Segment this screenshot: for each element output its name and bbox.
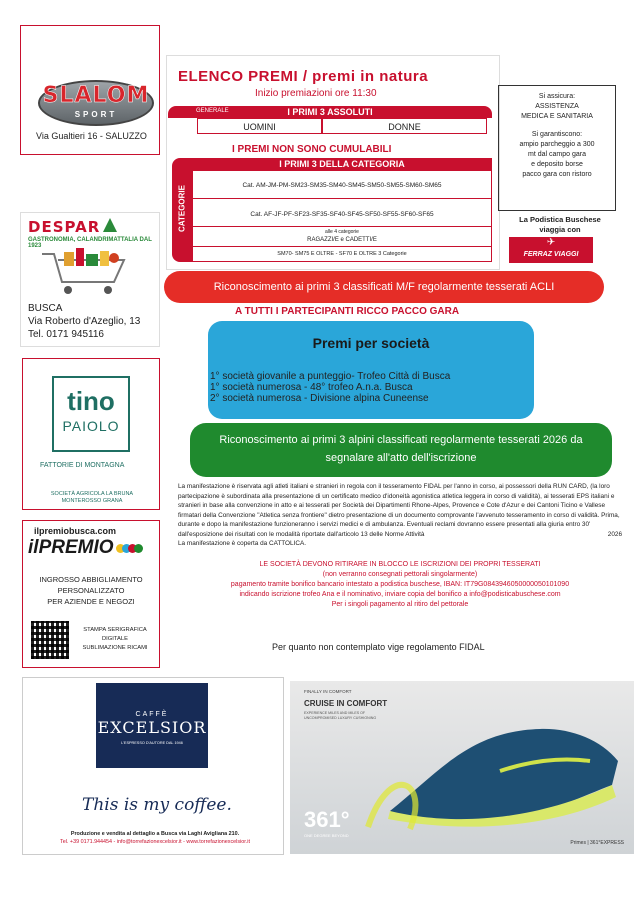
cat-divider-1 bbox=[192, 198, 492, 199]
cat-divider-2 bbox=[192, 226, 492, 227]
generale-header: GENERALE I PRIMI 3 ASSOLUTI bbox=[168, 106, 492, 118]
cat-divider-3 bbox=[192, 246, 492, 247]
shoe-footer: Primes | 361°EXPRESS bbox=[570, 840, 624, 846]
tino-logo: tino PAIOLO bbox=[52, 376, 130, 452]
slalom-logo: SLALOM SPORT bbox=[38, 80, 154, 126]
cat-row-female: Cat. AF-JF-PF-SF23-SF35-SF40-SF45-SF50-SF55-SF60-SF65 bbox=[250, 211, 434, 218]
qr-code-icon bbox=[31, 621, 69, 659]
acli-banner: Riconoscimento ai primi 3 classificati M/F regolarmente tesserati ACLI bbox=[164, 271, 604, 303]
cat-row-senior: SM70- SM75 E OLTRE - SF70 E OLTRE 3 Categorie bbox=[277, 251, 407, 257]
shoe-title: CRUISE IN COMFORT bbox=[304, 699, 388, 708]
page-title: ELENCO PREMI / premi in natura bbox=[178, 68, 429, 85]
tino-tag: FATTORIE DI MONTAGNA bbox=[40, 462, 125, 469]
slalom-address: Via Gualtieri 16 - SALUZZO bbox=[36, 131, 147, 141]
note-cumulabili: I PREMI NON SONO CUMULABILI bbox=[232, 144, 392, 155]
regolamento-text: La manifestazione è riservata agli atleti italiani e stranieri in regola con il tesseramento FIDAL per l'anno in corso, ai possessori della RUN CARD, (la loro partecipazione è subordinata alla presentazione di un certificato medico d'idoneità agonistica atletica leggera in corso di validità), ai tesserati EPS italiani e stranieri in base alla convenzione in atto e ai tesserati per Società dei Dipartimenti Rhone-Alpes, Provence e Cote d'Azur e dei Cantoni Ticino e Vallese firmatari della Convenzione "Atletica senza frontiere" dietro presentazione di un documento comprovante l'avvenuto tesseramento in corso di validità. Prima, durante e dopo la manifestazione funzioneranno i servizi medici e di ambulanza. Eventuali reclami dovranno essere presentati alla giuria entro 30' dall'esposizione dei risultati con le modalità riportate dall'articolo 13 delle Norme Attività 2026 La manifestazione è coperta da CATTOLICA. bbox=[178, 483, 622, 547]
excelsior-contacts: Produzione e vendita al dettaglio a Busca via Laghi Avigliana 210. Tel. +39 0171.944454 - info@torrefazionexcelsior.it - www.torrefazionexcelsior.it bbox=[60, 831, 250, 845]
alpini-banner: Riconoscimento ai primi 3 alpini classificati regolarmente tesserati 2026 da segnalare all'atto dell'iscrizione bbox=[190, 423, 612, 477]
brand-361: 361° ONE DEGREE BEYOND bbox=[304, 807, 350, 838]
shoe-kicker: FINALLY IN COMFORT bbox=[304, 689, 352, 694]
fidal-note: Per quanto non contemplato vige regolamento FIDAL bbox=[272, 642, 485, 652]
ferraz-logo: ✈ FERRAZ VIAGGI bbox=[509, 237, 593, 263]
tree-icon bbox=[103, 218, 117, 232]
cat-row-male: Cat. AM-JM-PM-SM23-SM35-SM40-SM45-SM50-SM55-SM60-SM65 bbox=[242, 182, 442, 189]
premi-societa-box: Premi per società 1° società giovanile a punteggio- Trofeo Città di Busca 1° società numerosa - 48° trofeo A.n.a. Busca 2° società numerosa - Divisione alpina Cuneense bbox=[208, 321, 534, 419]
page-subtitle: Inizio premiazioni ore 11:30 bbox=[255, 88, 377, 99]
tino-society: SOCIETÀ AGRICOLA LA BRUNA MONTEROSSO GRANA bbox=[50, 491, 134, 504]
premio-services: INGROSSO ABBIGLIAMENTO PERSONALIZZATO PER AZIENDE E NEGOZI bbox=[39, 575, 143, 606]
premio-logo: ilPREMIO bbox=[28, 537, 143, 559]
shoe-image bbox=[350, 701, 630, 831]
excelsior-logo: CAFFÈ EXCELSIOR L'ESPRESSO D'AUTORE DAL 1946 bbox=[96, 683, 208, 768]
premio-dots-icon bbox=[119, 537, 143, 558]
categorie-header: I PRIMI 3 DELLA CATEGORIA bbox=[192, 158, 492, 170]
despar-tagline: GASTRONOMIA, CALANDRIMATTALIA DAL 1923 bbox=[28, 237, 152, 249]
despar-logo: DESPAR bbox=[28, 218, 117, 237]
cell-donne: DONNE bbox=[322, 118, 487, 134]
sponsor-text: La Podistica Buschese viaggia con bbox=[519, 215, 601, 234]
assistenza-box: Si assicura: ASSISTENZA MEDICA E SANITARIA Si garantiscono: ampio parcheggio a 300 mt dal campo gara e deposito borse pacco gara con ristoro bbox=[498, 85, 616, 211]
despar-address: BUSCA Via Roberto d'Azeglio, 13 Tel. 0171 945116 bbox=[28, 303, 141, 340]
categorie-side: CATEGORIE bbox=[172, 158, 192, 262]
excelsior-slogan: This is my coffee. bbox=[82, 795, 232, 815]
shoe-ad bbox=[290, 681, 634, 854]
pacco-gara: A TUTTI I PARTECIPANTI RICCO PACCO GARA bbox=[235, 306, 460, 317]
cat-row-youth: alle 4 categorie RAGAZZI/E e CADETTI/E bbox=[307, 229, 377, 243]
cell-uomini: UOMINI bbox=[197, 118, 322, 134]
premio-print: STAMPA SERIGRAFICA DIGITALE SUBLIMAZIONE RICAMI bbox=[82, 627, 148, 651]
shoe-desc: EXPERIENCE MILES AND MILES OF UNCOMPROMISED LUXURY CUSHIONING bbox=[304, 711, 377, 720]
iscrizioni-info: LE SOCIETÀ DEVONO RITIRARE IN BLOCCO LE ISCRIZIONI DEI PROPRI TESSERATI (non verranno consegnati pettorali singolarmente) pagamento tramite bonifico bancario intestato a podistica buschese, IBAN: IT79G0843946050000050101090 indicando iscrizione trofeo Ana e il nominativo, inviare copia del bonifico a info@podisticabuschese.com Per i singoli pagamento al ritiro del pettorale bbox=[230, 561, 570, 608]
premio-url: ilpremiobusca.com bbox=[34, 526, 117, 536]
airplane-icon: ✈ bbox=[546, 237, 556, 248]
shopping-cart-image bbox=[40, 248, 130, 296]
